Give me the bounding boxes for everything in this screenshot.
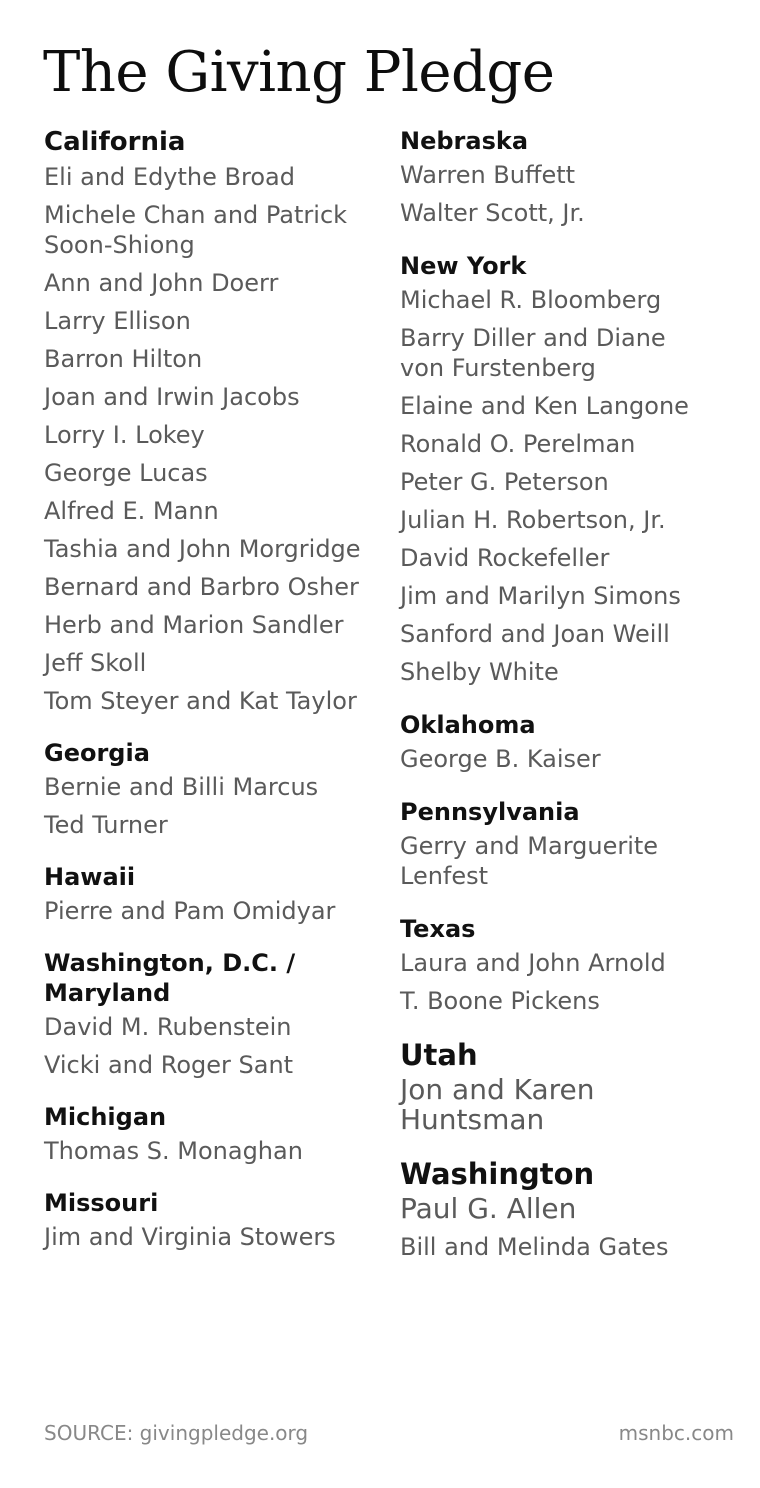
state-section-dc-maryland: [44, 948, 384, 1080]
brand-credit: msnbc.com: [618, 1421, 734, 1445]
left-column: [44, 126, 384, 1274]
pledger-name: Jeff Skoll: [44, 649, 147, 677]
pledger-name: Jim and Virginia Stowers: [44, 1223, 336, 1251]
pledger-name: George B. Kaiser: [400, 745, 601, 773]
state-section-michigan: [44, 1102, 384, 1166]
pledger-name: Ann and John Doerr: [44, 269, 279, 297]
pledger-name: T. Boone Pickens: [400, 987, 600, 1015]
pledger-name: Larry Ellison: [44, 307, 191, 335]
state-section-georgia: [44, 738, 384, 840]
pledger-name: Paul G. Allen: [400, 1192, 577, 1225]
state-section-nebraska: [400, 126, 745, 228]
pledger-name: Barron Hilton: [44, 345, 203, 373]
pledger-name: Shelby White: [400, 658, 559, 686]
pledger-name: David Rockefeller: [400, 544, 610, 572]
pledger-name: Vicki and Roger Sant: [44, 1051, 294, 1079]
pledger-name: Pierre and Pam Omidyar: [44, 897, 336, 925]
state-heading: Pennsylvania: [400, 798, 580, 826]
pledger-name: Warren Buffett: [400, 161, 576, 189]
state-heading: Utah: [400, 1038, 478, 1072]
state-section-utah: [400, 1039, 745, 1135]
state-heading: Washington: [400, 1157, 595, 1191]
state-heading: Washington, D.C. / Maryland: [44, 949, 296, 1007]
source-credit: SOURCE: givingpledge.org: [44, 1421, 309, 1445]
state-heading: Michigan: [44, 1103, 167, 1131]
state-heading: New York: [400, 252, 527, 280]
pledger-name: David M. Rubenstein: [44, 1013, 292, 1041]
state-section-missouri: [44, 1188, 384, 1252]
state-heading: Nebraska: [400, 127, 529, 155]
pledger-name: Bernie and Billi Marcus: [44, 773, 319, 801]
pledger-name: Walter Scott, Jr.: [400, 199, 585, 227]
pledger-name: Jim and Marilyn Simons: [400, 582, 681, 610]
state-heading: Georgia: [44, 739, 150, 767]
state-heading: Hawaii: [44, 863, 136, 891]
state-section-new-york: [400, 251, 745, 687]
pledger-name: Tom Steyer and Kat Taylor: [44, 687, 357, 715]
pledger-name: Barry Diller and Diane von Furstenberg: [400, 324, 666, 382]
pledger-name: Michael R. Bloomberg: [400, 286, 662, 314]
pledger-name: Ted Turner: [44, 811, 168, 839]
pledger-name: Elaine and Ken Langone: [400, 392, 689, 420]
page-title: The Giving Pledge: [43, 40, 555, 105]
state-section-washington: [400, 1158, 745, 1262]
pledger-name: Ronald O. Perelman: [400, 430, 636, 458]
pledger-name: Eli and Edythe Broad: [44, 163, 295, 191]
pledger-name: Joan and Irwin Jacobs: [44, 383, 300, 411]
pledger-name: Gerry and Marguerite Lenfest: [400, 832, 659, 890]
pledger-name: Jon and Karen Huntsman: [400, 1073, 595, 1136]
pledger-name: Sanford and Joan Weill: [400, 620, 670, 648]
state-section-pennsylvania: [400, 797, 745, 891]
right-column: [400, 126, 745, 1285]
state-section-oklahoma: [400, 710, 745, 774]
pledger-name: Thomas S. Monaghan: [44, 1137, 303, 1165]
pledger-name: Alfred E. Mann: [44, 497, 219, 525]
pledger-name: Michele Chan and Patrick Soon-Shiong: [44, 201, 348, 259]
state-heading: Oklahoma: [400, 711, 536, 739]
state-heading: Texas: [400, 915, 476, 943]
pledger-name: Herb and Marion Sandler: [44, 611, 344, 639]
pledger-name: Bernard and Barbro Osher: [44, 573, 359, 601]
pledger-name: Julian H. Robertson, Jr.: [400, 506, 666, 534]
state-section-california: [44, 126, 384, 716]
pledger-name: Tashia and John Morgridge: [44, 535, 361, 563]
state-heading: California: [44, 127, 186, 157]
pledger-name: George Lucas: [44, 459, 208, 487]
pledger-name: Peter G. Peterson: [400, 468, 609, 496]
pledger-name: Bill and Melinda Gates: [400, 1233, 669, 1261]
pledger-name: Lorry I. Lokey: [44, 421, 205, 449]
state-heading: Missouri: [44, 1189, 159, 1217]
state-section-hawaii: [44, 862, 384, 926]
pledger-name: Laura and John Arnold: [400, 949, 666, 977]
state-section-texas: [400, 914, 745, 1016]
